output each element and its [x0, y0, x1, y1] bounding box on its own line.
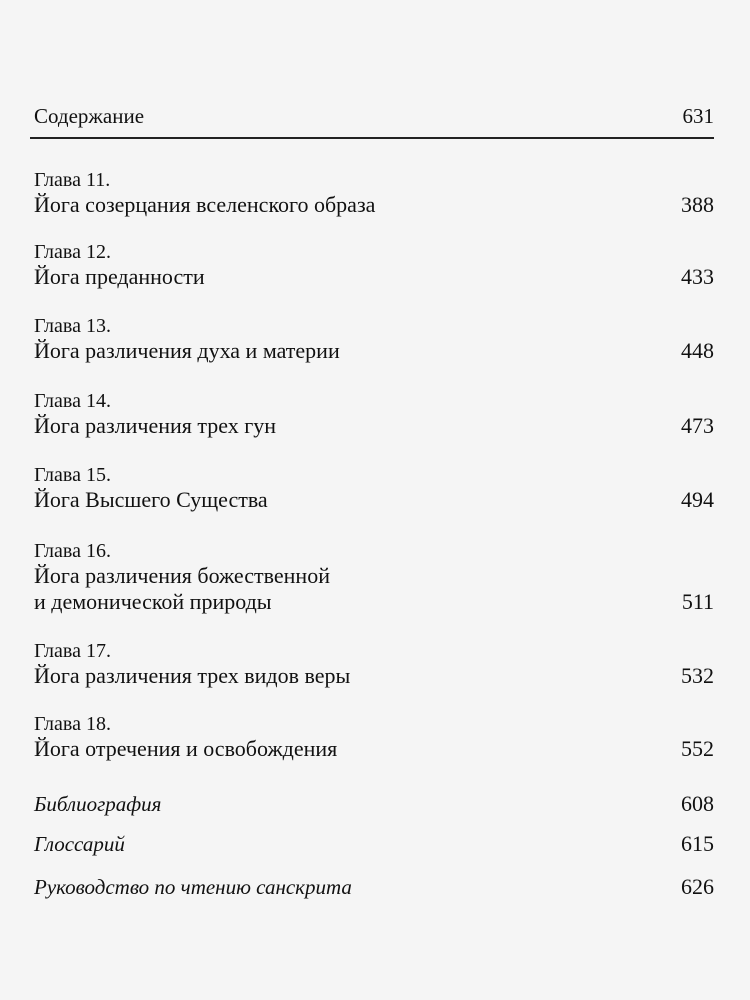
toc-entry-chapter-18 [34, 712, 714, 762]
chapter-label: Глава 17. [34, 640, 111, 662]
appendix-page-number: 615 [681, 831, 714, 856]
chapter-title-line-2: и демонической природы [34, 589, 272, 614]
page-number: 631 [682, 104, 714, 128]
chapter-title: Йога различения трех видов веры [34, 663, 351, 688]
appendix-page-number: 608 [681, 791, 714, 816]
chapter-title: Йога Высшего Существа [34, 487, 268, 512]
chapter-title: Йога отречения и освобождения [34, 736, 338, 761]
chapter-page-number: 388 [681, 192, 714, 217]
toc-entry-chapter-11 [34, 168, 714, 218]
chapter-label: Глава 13. [34, 315, 111, 337]
appendix-title: Глоссарий [34, 832, 125, 856]
chapter-page-number: 494 [681, 487, 714, 512]
page-title: Содержание [34, 104, 145, 128]
toc-entry-chapter-13 [34, 314, 714, 364]
appendix-title: Библиография [34, 792, 162, 816]
toc-entry-bibliography [34, 791, 714, 817]
appendix-page-number: 626 [681, 874, 714, 899]
toc-entry-chapter-17 [34, 639, 714, 689]
toc-entry-chapter-15 [34, 463, 714, 513]
toc-entry-chapter-16 [34, 539, 714, 615]
chapter-page-number: 532 [681, 663, 714, 688]
chapter-page-number: 511 [681, 589, 714, 614]
chapter-label: Глава 18. [34, 713, 111, 735]
chapter-page-number: 552 [681, 736, 714, 761]
chapter-label: Глава 14. [34, 390, 111, 412]
chapter-label: Глава 15. [34, 464, 111, 486]
chapter-page-number: 448 [681, 338, 714, 363]
chapter-title-line-1: Йога различения божественной [34, 563, 330, 588]
chapter-title: Йога созерцания вселенского образа [34, 192, 376, 217]
chapter-page-number: 433 [681, 264, 714, 289]
toc-entry-chapter-14 [34, 389, 714, 439]
chapter-label: Глава 16. [34, 540, 111, 562]
chapter-page-number: 473 [681, 413, 714, 438]
chapter-title: Йога преданности [34, 264, 205, 289]
chapter-label: Глава 11. [34, 169, 111, 191]
toc-entry-glossary [34, 831, 714, 857]
toc-entry-sanskrit-guide [34, 874, 714, 900]
chapter-title: Йога различения духа и материи [34, 338, 340, 363]
header-divider [30, 137, 714, 139]
chapter-title: Йога различения трех гун [34, 413, 277, 438]
page-header [30, 104, 714, 138]
toc-entry-chapter-12 [34, 240, 714, 290]
chapter-label: Глава 12. [34, 241, 111, 263]
appendix-title: Руководство по чтению санскрита [34, 875, 352, 899]
